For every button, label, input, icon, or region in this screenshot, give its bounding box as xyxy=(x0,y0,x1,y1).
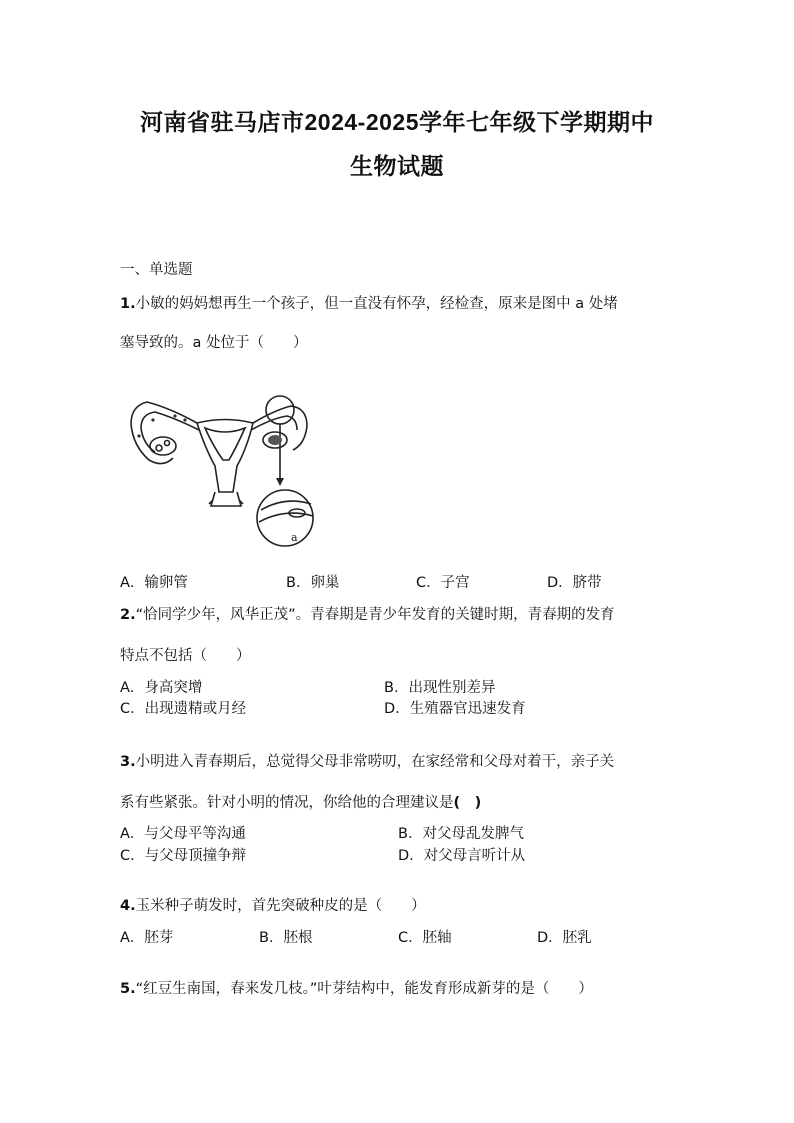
q2-option-d[interactable]: D．生殖器官迅速发育 xyxy=(384,701,526,717)
q1-option-d[interactable]: D．脐带 xyxy=(547,575,602,591)
question-2-line-1 xyxy=(120,603,615,624)
q2-option-c[interactable]: C．出现遗精或月经 xyxy=(120,701,247,717)
question-3-text-1: 小明进入青春期后，总觉得父母非常唠叨，在家经常和父母对着干，亲子关 xyxy=(135,754,615,770)
question-3-text-2: 系有些紧张。针对小明的情况，你给他的合理建议是 xyxy=(120,795,454,811)
question-5-number: 5. xyxy=(120,981,136,997)
q4-option-b[interactable]: B．胚根 xyxy=(259,930,313,946)
figure-label-a: a xyxy=(291,531,298,544)
page-title-line-1: 河南省驻马店市2024-2025学年七年级下学期期中 xyxy=(140,109,654,135)
q1-option-a[interactable]: A．输卵管 xyxy=(120,575,188,591)
question-1-number: 1. xyxy=(120,296,136,312)
q3-option-a[interactable]: A．与父母平等沟通 xyxy=(120,826,246,842)
q1-option-c[interactable]: C．子宫 xyxy=(416,575,470,591)
q3-option-d[interactable]: D．对父母言听计从 xyxy=(398,848,526,864)
section-heading: 一、单选题 xyxy=(120,262,193,278)
question-3-line-2 xyxy=(120,791,481,812)
question-1-line-1 xyxy=(120,292,618,313)
question-4-line-1 xyxy=(120,894,426,915)
reproductive-system-figure xyxy=(125,388,325,554)
question-5-text-1: “红豆生南国，春来发几枝。”叶芽结构中，能发育形成新芽的是（ ） xyxy=(135,981,593,997)
question-3-answer-blank: ( ) xyxy=(453,795,482,811)
question-3-number: 3. xyxy=(120,754,136,770)
question-2-number: 2. xyxy=(120,607,136,623)
question-1-text-1: 小敏的妈妈想再生一个孩子，但一直没有怀孕，经检查，原来是图中 a 处堵 xyxy=(135,296,618,312)
q4-option-a[interactable]: A．胚芽 xyxy=(120,930,174,946)
q3-option-c[interactable]: C．与父母顶撞争辩 xyxy=(120,848,247,864)
q3-option-b[interactable]: B．对父母乱发脾气 xyxy=(398,826,524,842)
question-4-number: 4. xyxy=(120,898,136,914)
q4-option-d[interactable]: D．胚乳 xyxy=(537,930,592,946)
q1-option-b[interactable]: B．卵巢 xyxy=(286,575,340,591)
q2-option-a[interactable]: A．身高突增 xyxy=(120,680,203,696)
question-2-line-2: 特点不包括（ ） xyxy=(120,648,251,664)
question-1-line-2: 塞导致的。a 处位于（ ） xyxy=(120,335,308,351)
q4-option-c[interactable]: C．胚轴 xyxy=(398,930,452,946)
question-4-text-1: 玉米种子萌发时，首先突破种皮的是（ ） xyxy=(135,898,426,914)
question-3-line-1 xyxy=(120,750,614,771)
question-5-line-1 xyxy=(120,977,593,998)
q2-option-b[interactable]: B．出现性别差异 xyxy=(384,680,496,696)
page-title-line-2: 生物试题 xyxy=(350,153,444,179)
question-2-text-1: “恰同学少年，风华正茂”。青春期是青少年发育的关键时期，青春期的发育 xyxy=(135,607,615,623)
